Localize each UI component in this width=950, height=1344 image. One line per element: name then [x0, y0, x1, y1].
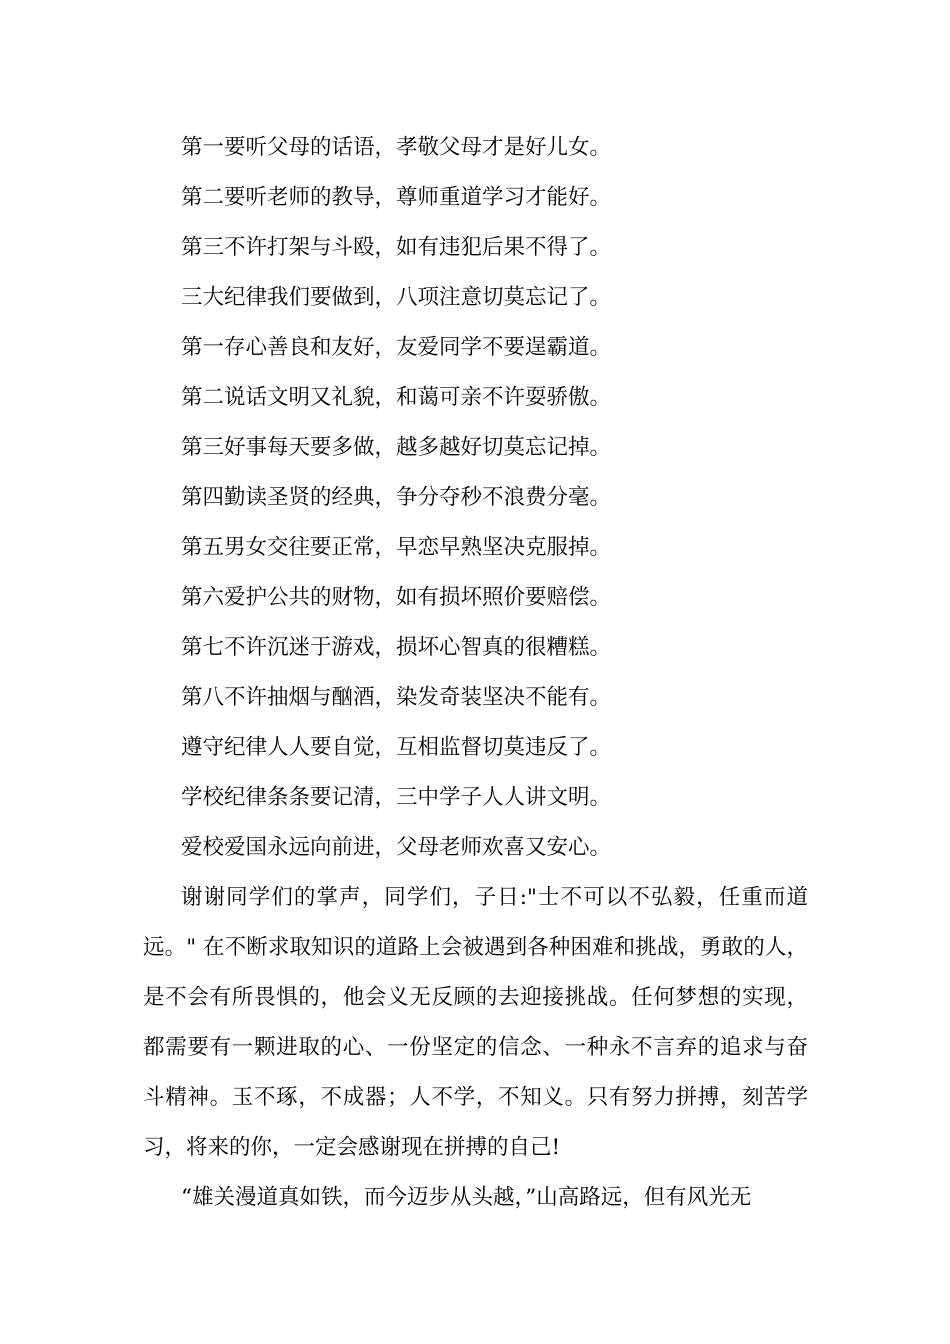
paragraph: 学校纪律条条要记清，三中学子人人讲文明。	[181, 785, 612, 810]
paragraph: 谢谢同学们的掌声，同学们，子日:"士不可以不弘毅，任重而道远。" 在不断求取知识的道路上会被遇到各种困难和挑战，勇敢的人，是不会有所畏惧的，他会义无反顾的去迎接挑战。任何梦想的实现，都需要有一颗进取的心、一份坚定的信念、一种永不言弃的追求与奋斗精神。玉不琢，不成器；人不学，不知义。只有努力拼搏，刻苦学习，将来的你，一定会感谢现在拼搏的自己!	[143, 885, 808, 1160]
paragraph: 第一要听父母的话语，孝敬父母才是好儿女。	[181, 135, 612, 160]
paragraph: 第六爱护公共的财物，如有损坏照价要赔偿。	[181, 585, 612, 610]
paragraph: 第二说话文明又礼貌，和蔼可亲不许耍骄傲。	[181, 385, 612, 410]
paragraph: 第四勤读圣贤的经典，争分夺秒不浪费分毫。	[181, 485, 612, 510]
paragraph: 第三好事每天要多做，越多越好切莫忘记掉。	[181, 435, 612, 460]
paragraph: 三大纪律我们要做到，八项注意切莫忘记了。	[181, 285, 612, 310]
paragraph: 爱校爱国永远向前进，父母老师欢喜又安心。	[181, 835, 612, 860]
paragraph: 遵守纪律人人要自觉，互相监督切莫违反了。	[181, 735, 612, 760]
paragraph: 第五男女交往要正常，早恋早熟坚决克服掉。	[181, 535, 612, 560]
paragraph: 第一存心善良和友好，友爱同学不要逞霸道。	[181, 335, 612, 360]
paragraph: 第二要听老师的教导，尊师重道学习才能好。	[181, 185, 612, 210]
paragraph: 第三不许打架与斗殴，如有违犯后果不得了。	[181, 235, 612, 260]
paragraph: “雄关漫道真如铁，而今迈步从头越，”山高路远，但有风光无	[181, 1185, 752, 1210]
paragraph: 第八不许抽烟与酗酒，染发奇装坚决不能有。	[181, 685, 612, 710]
paragraph: 第七不许沉迷于游戏，损坏心智真的很糟糕。	[181, 635, 612, 660]
document-text	[143, 123, 808, 1223]
